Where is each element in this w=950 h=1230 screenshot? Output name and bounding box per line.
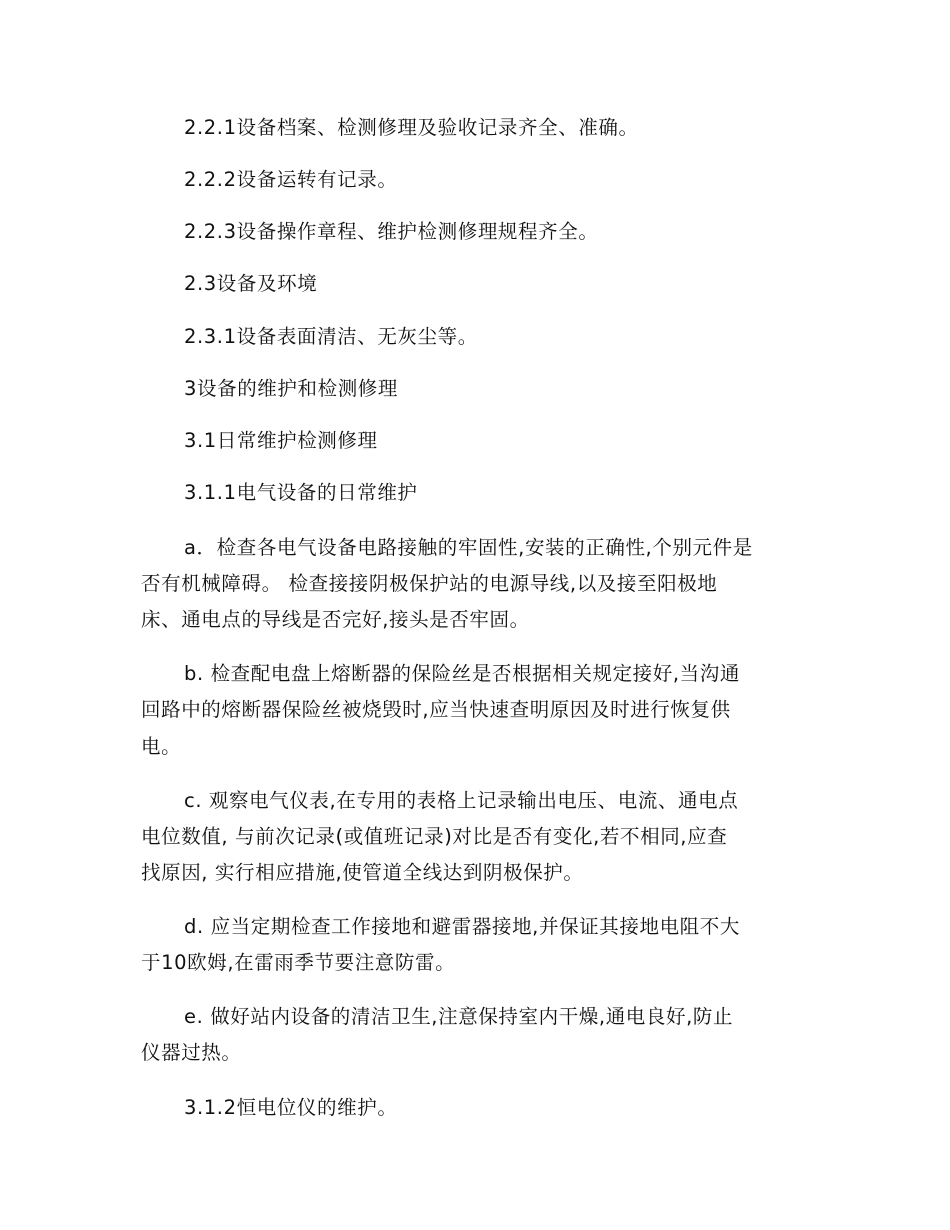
item-d-line-2: 于10欧姆,在雷雨季节要注意防雷。 xyxy=(141,951,456,974)
item-e-line-2: 仪器过热。 xyxy=(141,1041,242,1064)
item-d-line-1: d. 应当定期检查工作接地和避雷器接地,并保证其接地电阻不大 xyxy=(184,915,740,938)
section-2-2-3: 2.2.3设备操作章程、维护检测修理规程齐全。 xyxy=(184,220,599,243)
item-c-line-3: 找原因, 实行相应措施,使管道全线达到阴极保护。 xyxy=(141,861,584,884)
section-2-2-2: 2.2.2设备运转有记录。 xyxy=(184,168,398,191)
item-a-line-1: a．检查各电气设备电路接触的牢固性,安装的正确性,个别元件是 xyxy=(184,536,753,559)
heading-3-1-1: 3.1.1电气设备的日常维护 xyxy=(184,481,418,504)
item-a-line-3: 床、通电点的导线是否完好,接头是否牢固。 xyxy=(141,608,530,631)
section-2-3-1: 2.3.1设备表面清洁、无灰尘等。 xyxy=(184,325,478,348)
section-2-2-1: 2.2.1设备档案、检测修理及验收记录齐全、准确。 xyxy=(184,116,639,139)
item-c-line-1: c. 观察电气仪表,在专用的表格上记录输出电压、电流、通电点 xyxy=(184,789,739,812)
item-b-line-2: 回路中的熔断器保险丝被烧毁时,应当快速查明原因及时进行恢复供 xyxy=(141,698,731,721)
heading-3: 3设备的维护和检测修理 xyxy=(184,377,399,400)
item-e-line-1: e. 做好站内设备的清洁卫生,注意保持室内干燥,通电良好,防止 xyxy=(184,1005,734,1028)
section-3-1-2: 3.1.2恒电位仪的维护。 xyxy=(184,1096,398,1119)
heading-3-1: 3.1日常维护检测修理 xyxy=(184,429,378,452)
item-c-line-2: 电位数值, 与前次记录(或值班记录)对比是否有变化,若不相同,应查 xyxy=(141,825,728,848)
item-b-line-3: 电。 xyxy=(141,735,182,758)
heading-2-3: 2.3设备及环境 xyxy=(184,272,318,295)
item-b-line-1: b. 检查配电盘上熔断器的保险丝是否根据相关规定接好,当沟通 xyxy=(184,662,740,685)
item-a-line-2: 否有机械障碍。 检查接接阴极保护站的电源导线,以及接至阳极地 xyxy=(141,572,718,595)
